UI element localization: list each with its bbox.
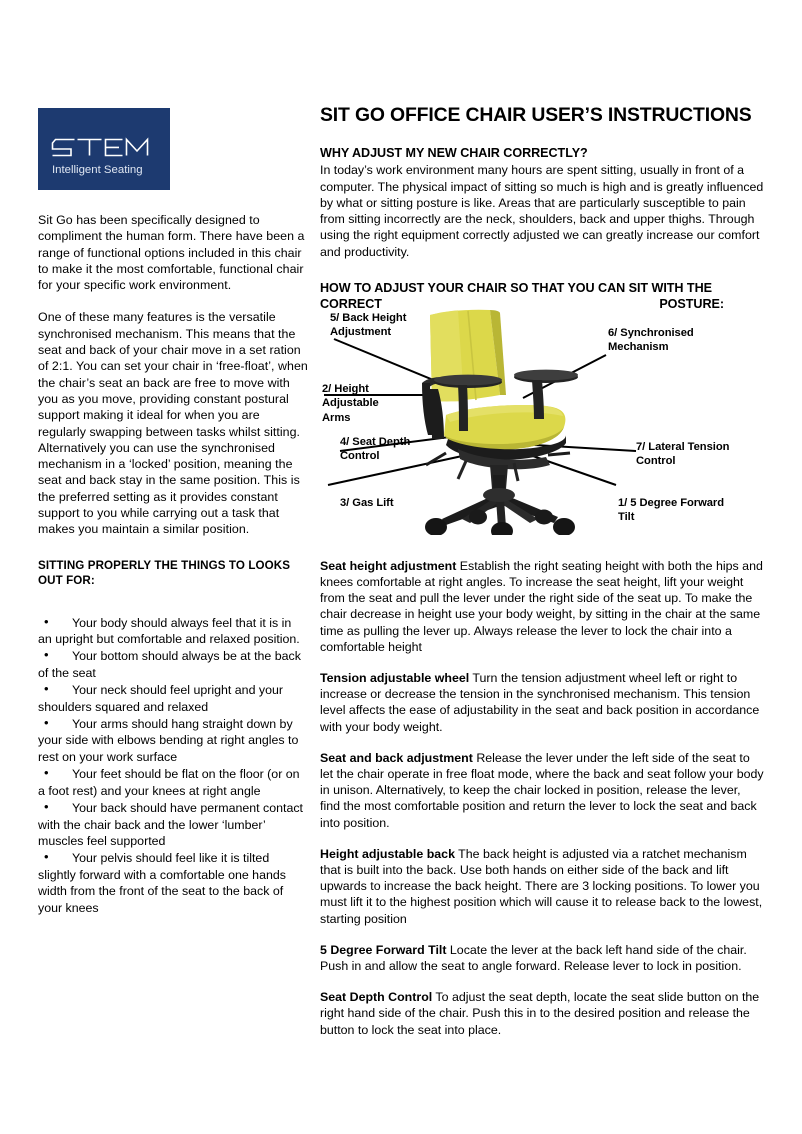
diagram-label-forward-tilt: 1/ 5 Degree Forward Tilt	[618, 497, 724, 524]
instruction-tension-wheel	[320, 670, 764, 735]
why-adjust-paragraph: In today’s work environment many hours are spent sitting, usually in front of a computer. The physical impact of sitting so much is high and is greatly influenced by what or sitting posture is like. Areas that are particularly susceptible to pain from sitting incorrectly are the neck, shoulders, back and upper thighs. Through using the right equipment correctly adjusted we can greatly increase our comfort and productivity.	[320, 163, 764, 259]
sitting-properly-heading: SITTING PROPERLY THE THINGS TO LOOKS OUT FOR:	[38, 558, 291, 588]
page-title: SIT GO OFFICE CHAIR USER’S INSTRUCTIONS	[320, 104, 752, 126]
how-to-adjust-line-1: HOW TO ADJUST YOUR CHAIR SO THAT YOU CAN SIT WITH THE	[320, 280, 712, 295]
instruction-text: Locate the lever at the back left hand side of the chair. Push in and allow the seat to angle forward. Release lever to lock in position.	[320, 942, 747, 974]
stem-wordmark-icon	[50, 134, 160, 180]
chair-diagram	[318, 303, 788, 535]
right-column	[320, 103, 764, 1053]
sitting-tips-list	[38, 615, 308, 916]
diagram-label-lateral-tension: 7/ Lateral Tension Control	[636, 441, 730, 468]
list-item: • Your arms should hang straight down by your side with elbows bending at right angles to rest on your work surface	[38, 716, 308, 765]
instruction-term: Seat Depth Control	[320, 990, 433, 1005]
list-item: • Your neck should feel upright and your shoulders squared and relaxed	[38, 682, 308, 715]
intro-paragraph: Sit Go has been specifically designed to compliment the human form. There have been a range of functional options included in this chair to make it the most comfortable, functional chair for your specific work environment.	[38, 213, 305, 293]
list-item: • Your body should always feel that it is in an upright but comfortable and relaxed position.	[38, 615, 308, 648]
instruction-seat-and-back	[320, 750, 764, 831]
features-paragraph: One of these many features is the versatile synchronised mechanism. This means that the seat and back of your chair move in a set ration of 2:1. You can set your chair in ‘free-float’, when the chair’s seat an back are free to move with you as you move, providing constant postural support making it ideal for when you are regularly swapping between tasks whilst sitting. Alternatively you can use the synchronised mechanism in a ‘locked’ position, meaning the seat and back stay in the same position. This is the preferred setting as it provides constant support to you while carrying out a task that makes you maintain a similar position.	[38, 310, 308, 537]
how-to-adjust-correct: CORRECT	[320, 297, 382, 312]
left-column	[38, 108, 308, 917]
diagram-label-seat-depth: 4/ Seat Depth Control	[340, 436, 411, 463]
instruction-seat-height	[320, 558, 764, 655]
instruction-height-adjustable-back	[320, 846, 764, 927]
instruction-term: 5 Degree Forward Tilt	[320, 942, 447, 957]
office-chair-graphic	[422, 310, 578, 535]
instruction-seat-depth-control	[320, 989, 764, 1038]
diagram-label-gas-lift: 3/ Gas Lift	[340, 497, 394, 509]
stem-logo	[38, 108, 170, 190]
why-adjust-heading: WHY ADJUST MY NEW CHAIR CORRECTLY?	[320, 146, 588, 160]
diagram-label-synchronised-mechanism: 6/ Synchronised Mechanism	[608, 327, 694, 354]
diagram-label-height-adjustable-arms: 2/ Height Adjustable Arms	[322, 383, 379, 424]
instruction-term: Height adjustable back	[320, 846, 455, 861]
diagram-label-back-height: 5/ Back Height Adjustment	[330, 312, 407, 339]
instruction-term: Seat and back adjustment	[320, 750, 473, 765]
instruction-text: Establish the right seating height with both the hips and knees comfortable at right angles. To increase the seat height, lift your weight from the seat and pull the lever under the right side of the seat up. To make the chair decrease in height use your body weight, by sitting in the chair at the same time as pulling the lever up. Always release the lever to lock the chair into a comfortable height	[320, 558, 763, 654]
instruction-forward-tilt	[320, 942, 764, 974]
list-item: • Your back should have permanent contact with the chair back and the lower ‘lumber’ muscles feel supported	[38, 800, 308, 849]
list-item: • Your pelvis should feel like it is tilted slightly forward with a comfortable one hands width from the front of the seat to the back of your knees	[38, 850, 308, 916]
instruction-text: The back height is adjusted via a ratchet mechanism that is built into the back. Use both hands on either side of the back and lift upwards to increase the back height. There are 3 locking positions. To lower you must lift it to the highest position which will cause it to release back to the lowest, starting position	[320, 846, 763, 926]
instruction-text: Turn the tension adjustment wheel left or right to increase or decrease the tension in the synchronised mechanism. This tension level affects the ease of adjustability in the seat and back position in accordance with your body weight.	[320, 671, 760, 734]
instruction-text: Release the lever under the left side of the seat to let the chair operate in free float mode, where the back and seat follow your body in unison. Alternatively, to keep the chair locked in position, release the lever, find the most comfortable position and return the lever to lock the seat and back into position.	[320, 750, 764, 830]
how-to-adjust-posture: POSTURE:	[659, 297, 724, 312]
instruction-term: Seat height adjustment	[320, 558, 457, 573]
instruction-text: To adjust the seat depth, locate the seat slide button on the right hand side of the chair. Push this in to the desired position and release the button to lock the seat into place.	[320, 990, 760, 1037]
logo-tagline: Intelligent Seating	[52, 164, 143, 176]
instruction-term: Tension adjustable wheel	[320, 671, 470, 686]
list-item: • Your bottom should always be at the back of the seat	[38, 648, 308, 681]
list-item: • Your feet should be flat on the floor (or on a foot rest) and your knees at right angle	[38, 766, 308, 799]
